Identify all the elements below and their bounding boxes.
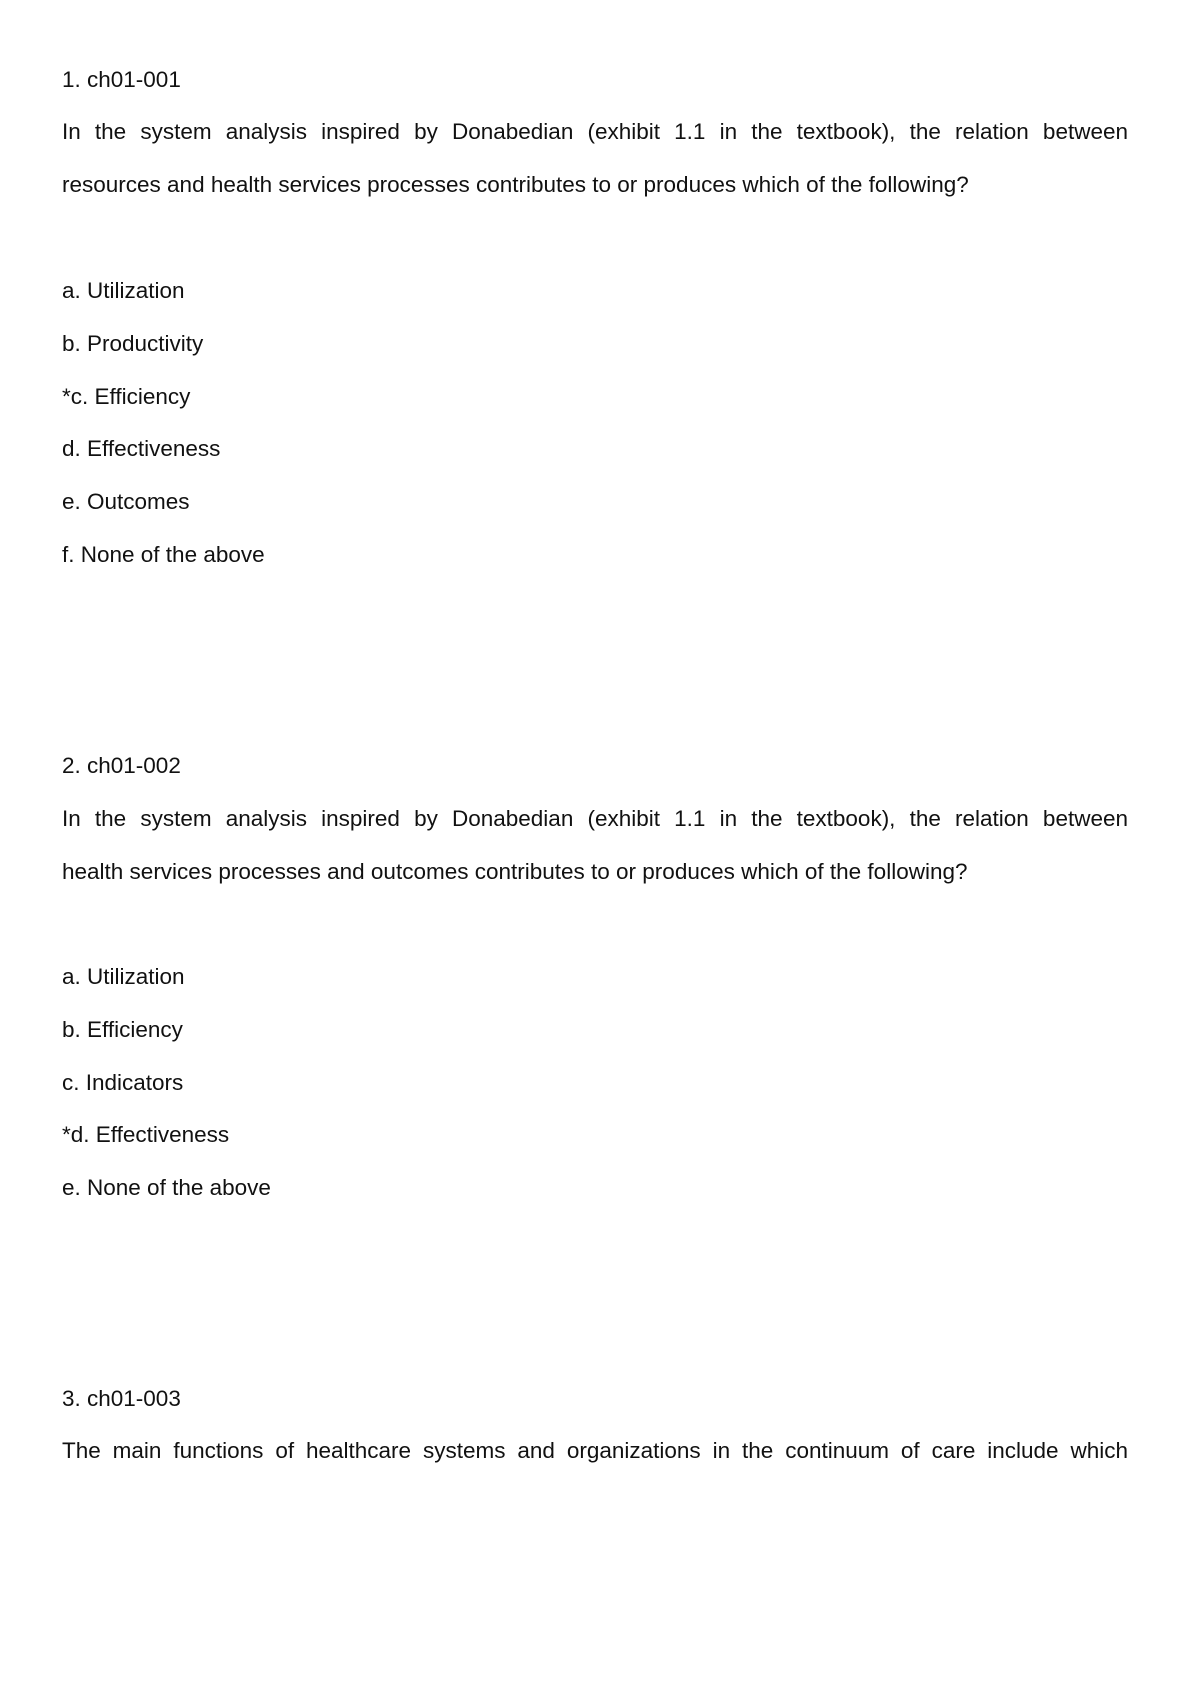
answer-option-d: d. Effectiveness	[62, 436, 221, 461]
answer-option-d-correct: *d. Effectiveness	[62, 1122, 230, 1147]
question-stem-line-2: health services processes and outcomes contributes to or produces which of the following?	[62, 859, 968, 884]
question-stem-line-1: In the system analysis inspired by Donabedian (exhibit 1.1 in the textbook), the relation between	[62, 119, 1128, 144]
answer-option-b: b. Productivity	[62, 331, 204, 356]
answer-option-a: a. Utilization	[62, 964, 185, 989]
question-id: 2. ch01-002	[62, 753, 181, 778]
answer-option-c: c. Indicators	[62, 1070, 184, 1095]
question-stem-line-1: The main functions of healthcare systems and organizations in the continuum of care include which	[62, 1438, 1128, 1463]
question-stem-line-2: resources and health services processes contributes to or produces which of the following?	[62, 172, 969, 197]
answer-option-f: f. None of the above	[62, 542, 265, 567]
answer-option-e: e. Outcomes	[62, 489, 190, 514]
answer-option-b: b. Efficiency	[62, 1017, 183, 1042]
answer-option-c-correct: *c. Efficiency	[62, 384, 191, 409]
answer-option-a: a. Utilization	[62, 278, 185, 303]
question-stem-line-1: In the system analysis inspired by Donabedian (exhibit 1.1 in the textbook), the relation between	[62, 806, 1128, 831]
question-id: 3. ch01-003	[62, 1386, 181, 1411]
answer-option-e: e. None of the above	[62, 1175, 271, 1200]
question-id: 1. ch01-001	[62, 67, 181, 92]
